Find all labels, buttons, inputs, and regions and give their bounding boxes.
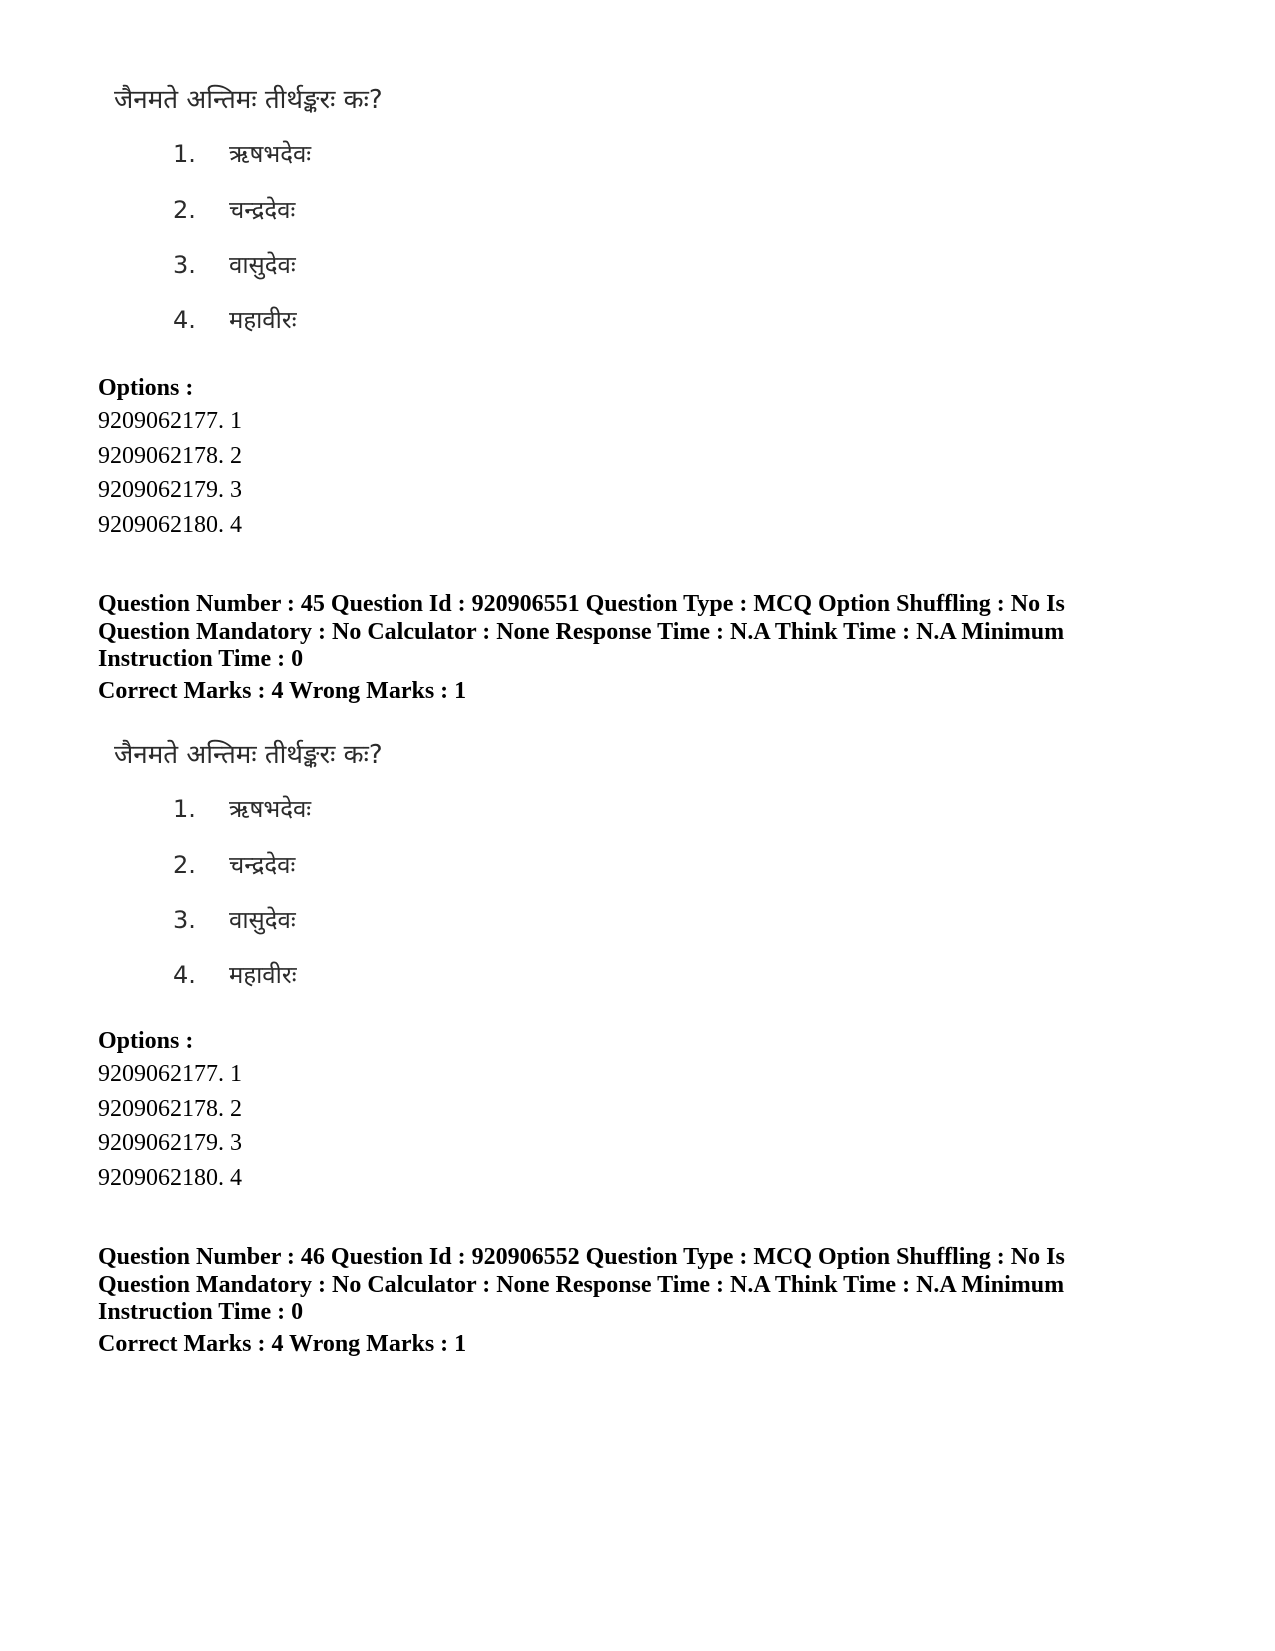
image-option-number: 1. xyxy=(173,795,196,823)
image-option-number: 1. xyxy=(173,140,196,168)
image-option-number: 3. xyxy=(173,906,196,934)
image-option-number: 3. xyxy=(173,251,196,279)
question-text: जैनमते अन्तिमः तीर्थङ्करः कः? xyxy=(114,85,383,115)
question-meta xyxy=(98,1244,1208,1327)
image-option xyxy=(173,958,297,991)
question-meta-line: Question Mandatory : No Calculator : None Response Time : N.A Think Time : N.A Minimum xyxy=(98,618,1065,645)
question-image xyxy=(95,735,555,1005)
option-id-line: 9209062177. 1 xyxy=(98,1061,242,1087)
image-option-number: 4. xyxy=(173,306,196,334)
question-meta-line: Instruction Time : 0 xyxy=(98,1299,304,1325)
question-meta-line: Question Number : 46 Question Id : 920906552 Question Type : MCQ Option Shuffling : No Is xyxy=(98,1244,1065,1270)
image-option xyxy=(173,193,295,226)
option-id-line: 9209062180. 4 xyxy=(98,511,242,538)
image-option xyxy=(173,848,295,881)
image-option-number: 2. xyxy=(173,196,196,224)
question-meta-line: Question Number : 45 Question Id : 920906551 Question Type : MCQ Option Shuffling : No Is xyxy=(98,591,1065,617)
image-option-text: महावीरः xyxy=(229,961,297,989)
option-id-line: 9209062179. 3 xyxy=(98,1130,242,1156)
image-option xyxy=(173,137,311,170)
image-option-text: वासुदेवः xyxy=(229,906,296,934)
image-option-number: 2. xyxy=(173,851,196,879)
image-option-text: ऋषभदेवः xyxy=(229,795,312,823)
image-option-text: वासुदेवः xyxy=(229,251,296,279)
options-label: Options : xyxy=(98,1028,194,1054)
image-option xyxy=(173,792,311,825)
question-image xyxy=(95,80,555,350)
option-id-line: 9209062177. 1 xyxy=(98,408,242,434)
options-label: Options : xyxy=(98,375,194,401)
image-option-text: महावीरः xyxy=(229,306,297,334)
image-option xyxy=(173,303,297,336)
option-id-line: 9209062180. 4 xyxy=(98,1164,242,1191)
question-text: जैनमते अन्तिमः तीर्थङ्करः कः? xyxy=(114,740,383,770)
option-id-line: 9209062178. 2 xyxy=(98,1095,242,1122)
image-option-text: ऋषभदेवः xyxy=(229,140,312,168)
image-option-text: चन्द्रदेवः xyxy=(229,196,296,224)
question-marks: Correct Marks : 4 Wrong Marks : 1 xyxy=(98,1331,467,1357)
question-meta xyxy=(98,591,1208,674)
image-option xyxy=(173,903,296,936)
options-block xyxy=(98,372,1188,542)
image-option-text: चन्द्रदेवः xyxy=(229,851,296,879)
option-id-line: 9209062178. 2 xyxy=(98,442,242,469)
options-block xyxy=(98,1025,1188,1195)
image-option-number: 4. xyxy=(173,961,196,989)
question-marks: Correct Marks : 4 Wrong Marks : 1 xyxy=(98,678,467,704)
option-id-line: 9209062179. 3 xyxy=(98,477,242,503)
question-meta-line: Question Mandatory : No Calculator : None Response Time : N.A Think Time : N.A Minimum xyxy=(98,1271,1065,1298)
image-option xyxy=(173,248,296,281)
question-meta-line: Instruction Time : 0 xyxy=(98,646,304,672)
